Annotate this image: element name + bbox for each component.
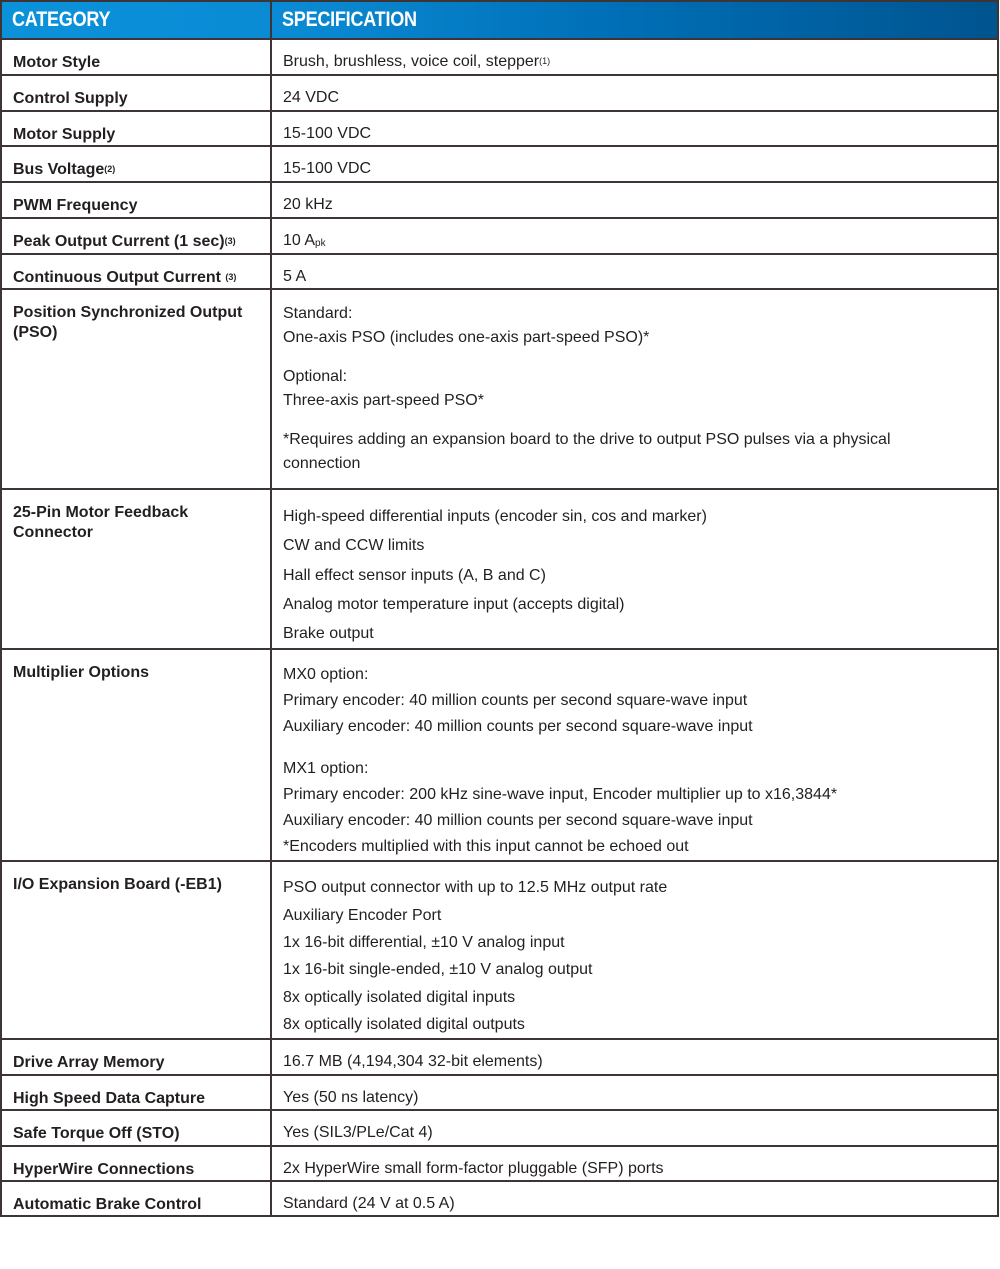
- category-label: [13, 268, 270, 288]
- table-row: [1, 649, 998, 861]
- spec-text: Standard:: [283, 305, 353, 322]
- spec-line: [283, 1159, 997, 1179]
- category-label: (PSO): [13, 324, 58, 341]
- spec-text: Hall effect sensor inputs (A, B and C): [283, 566, 546, 584]
- spec-text: 8x optically isolated digital outputs: [283, 1015, 525, 1033]
- spec-text: 15-100 VDC: [283, 160, 372, 177]
- category-label: [13, 232, 270, 252]
- spec-line: [283, 740, 997, 756]
- spec-text: 24 VDC: [283, 89, 340, 106]
- specification-cell: [271, 861, 998, 1039]
- table-row: [1, 39, 998, 75]
- category-cell: [1, 1110, 271, 1146]
- category-text: Peak Output Current (1 sec): [13, 233, 225, 250]
- category-cell: [1, 861, 271, 1039]
- spec-line: [283, 88, 997, 108]
- category-label: Control Supply: [13, 90, 128, 107]
- specification-cell: [271, 254, 998, 289]
- spec-line: [283, 1088, 997, 1108]
- spec-line: [283, 124, 997, 144]
- spec-line: [283, 389, 997, 413]
- spec-line: [283, 428, 997, 452]
- category-label: High Speed Data Capture: [13, 1090, 206, 1108]
- specification-cell: [271, 1146, 998, 1181]
- category-text: Bus Voltage: [13, 161, 105, 178]
- category-cell: [1, 146, 271, 182]
- category-cell: [1, 182, 271, 218]
- category-label: Position Synchronized Output: [13, 304, 243, 321]
- footnote-marker: (3): [225, 272, 237, 282]
- unit-subscript: pk: [315, 238, 326, 249]
- spec-line: [283, 561, 997, 590]
- spec-text: Yes (SIL3/PLe/Cat 4): [283, 1124, 433, 1142]
- spec-text: Analog motor temperature input (accepts digital): [283, 595, 625, 613]
- category-label: Connector: [13, 524, 93, 541]
- spec-text: Brake output: [283, 625, 374, 643]
- spec-text: High-speed differential inputs (encoder sin, cos and marker): [283, 508, 707, 525]
- specification-cell: [271, 75, 998, 111]
- category-label: Multiplier Options: [13, 664, 149, 682]
- spec-text: MX0 option:: [283, 666, 369, 684]
- footnote-marker: (3): [224, 236, 236, 246]
- category-cell: [1, 39, 271, 75]
- spec-text: 10 A: [283, 232, 316, 249]
- category-cell: [1, 289, 271, 489]
- spec-text: Auxiliary encoder: 40 million counts per second square-wave input: [283, 718, 753, 736]
- spec-line: [283, 302, 997, 326]
- spec-line: [283, 412, 997, 428]
- table-row: [1, 1110, 998, 1146]
- category-label: Motor Style: [13, 54, 101, 71]
- spec-text: PSO output connector with up to 12.5 MHz output rate: [283, 879, 668, 897]
- spec-line: [283, 159, 997, 179]
- table-row: [1, 218, 998, 254]
- table-body: [1, 39, 998, 1216]
- spec-text: 1x 16-bit differential, ±10 V analog input: [283, 934, 565, 952]
- spec-text: MX1 option:: [283, 760, 369, 778]
- category-label: Drive Array Memory: [13, 1054, 165, 1072]
- spec-line: [283, 349, 997, 365]
- spec-line: [283, 195, 997, 215]
- spec-text: 5 A: [283, 268, 307, 285]
- category-cell: [1, 649, 271, 861]
- category-label: Automatic Brake Control: [13, 1196, 202, 1214]
- spec-line: [283, 452, 997, 476]
- category-label: 25-Pin Motor Feedback: [13, 504, 189, 521]
- category-cell: [1, 254, 271, 289]
- spec-line: [283, 714, 997, 740]
- spec-line: [283, 834, 997, 860]
- spec-text: 1x 16-bit single-ended, ±10 V analog output: [283, 961, 593, 979]
- spec-text: One-axis PSO (includes one-axis part-speed PSO)*: [283, 328, 650, 346]
- footnote-marker: (1): [539, 56, 551, 66]
- category-label: Safe Torque Off (STO): [13, 1125, 180, 1143]
- spec-text: *Requires adding an expansion board to the drive to output PSO pulses via a physical: [283, 431, 891, 448]
- spec-line: [283, 756, 997, 782]
- spec-text: Primary encoder: 40 million counts per second square-wave input: [283, 692, 748, 710]
- spec-line: [283, 984, 997, 1011]
- specification-cell: [271, 218, 998, 254]
- spec-text: 15-100 VDC: [283, 125, 372, 142]
- specification-cell: [271, 649, 998, 861]
- spec-line: [283, 52, 997, 72]
- table-row: [1, 1146, 998, 1181]
- category-label: [13, 160, 270, 180]
- category-cell: [1, 1146, 271, 1181]
- specification-cell: [271, 489, 998, 649]
- table-row: [1, 1075, 998, 1110]
- spec-text: Optional:: [283, 368, 348, 385]
- spec-line: [283, 1052, 997, 1072]
- category-cell: [1, 75, 271, 111]
- table-row: [1, 75, 998, 111]
- specification-cell: [271, 1039, 998, 1075]
- table-row: [1, 489, 998, 649]
- spec-text: 16.7 MB (4,194,304 32-bit elements): [283, 1053, 543, 1071]
- spec-line: [283, 1194, 997, 1214]
- spec-line: [283, 956, 997, 983]
- spec-line: [283, 929, 997, 956]
- spec-line: [283, 531, 997, 560]
- specification-cell: [271, 39, 998, 75]
- spec-text: Primary encoder: 200 kHz sine-wave input, Encoder multiplier up to x16,3844*: [283, 786, 838, 804]
- spec-line: [283, 1123, 997, 1143]
- specification-cell: [271, 289, 998, 489]
- spec-line: [283, 231, 997, 251]
- footnote-marker: (2): [104, 164, 116, 174]
- category-text: Continuous Output Current: [13, 269, 226, 286]
- table-row: [1, 1181, 998, 1216]
- spec-line: [283, 502, 997, 531]
- spec-line: [283, 662, 997, 688]
- spec-line: [283, 590, 997, 619]
- category-label: HyperWire Connections: [13, 1161, 195, 1179]
- spec-line: [283, 619, 997, 648]
- spec-text: Auxiliary encoder: 40 million counts per second square-wave input: [283, 812, 753, 830]
- spec-text: 8x optically isolated digital inputs: [283, 988, 516, 1006]
- table-row: [1, 289, 998, 489]
- spec-text: CW and CCW limits: [283, 537, 425, 555]
- category-label: Motor Supply: [13, 126, 116, 143]
- spec-text: Three-axis part-speed PSO*: [283, 391, 484, 409]
- spec-text: *Encoders multiplied with this input cannot be echoed out: [283, 838, 689, 856]
- table-row: [1, 146, 998, 182]
- table-row: [1, 1039, 998, 1075]
- spec-text: Auxiliary Encoder Port: [283, 906, 442, 924]
- table-row: [1, 182, 998, 218]
- spec-text: 2x HyperWire small form-factor pluggable (SFP) ports: [283, 1160, 664, 1178]
- specification-cell: [271, 1075, 998, 1110]
- category-label: PWM Frequency: [13, 197, 138, 214]
- spec-line: [283, 1011, 997, 1038]
- header-category: [1, 1, 271, 39]
- spec-line: [283, 874, 997, 901]
- specification-cell: [271, 1181, 998, 1216]
- category-cell: [1, 111, 271, 146]
- spec-text: Standard (24 V at 0.5 A): [283, 1195, 455, 1213]
- header-specification: [271, 1, 998, 39]
- table-row: [1, 111, 998, 146]
- spec-line: [283, 688, 997, 714]
- spec-line: [283, 808, 997, 834]
- specification-cell: [271, 1110, 998, 1146]
- specification-cell: [271, 146, 998, 182]
- specification-cell: [271, 182, 998, 218]
- category-cell: [1, 1039, 271, 1075]
- specification-cell: [271, 111, 998, 146]
- spec-line: [283, 902, 997, 929]
- table-header-row: [1, 1, 998, 39]
- header-specification-label: SPECIFICATION: [282, 8, 417, 31]
- category-cell: [1, 1075, 271, 1110]
- spec-line: [283, 365, 997, 389]
- spec-text: connection: [283, 454, 361, 472]
- category-cell: [1, 489, 271, 649]
- category-cell: [1, 218, 271, 254]
- spec-line: [283, 326, 997, 350]
- header-category-label: CATEGORY: [12, 8, 111, 31]
- spec-line: [283, 782, 997, 808]
- spec-text: 20 kHz: [283, 196, 333, 213]
- spec-line: [283, 267, 997, 287]
- spec-text: Brush, brushless, voice coil, stepper: [283, 53, 540, 70]
- table-row: [1, 254, 998, 289]
- category-cell: [1, 1181, 271, 1216]
- category-label: I/O Expansion Board (-EB1): [13, 876, 222, 894]
- table-row: [1, 861, 998, 1039]
- spec-text: Yes (50 ns latency): [283, 1089, 419, 1107]
